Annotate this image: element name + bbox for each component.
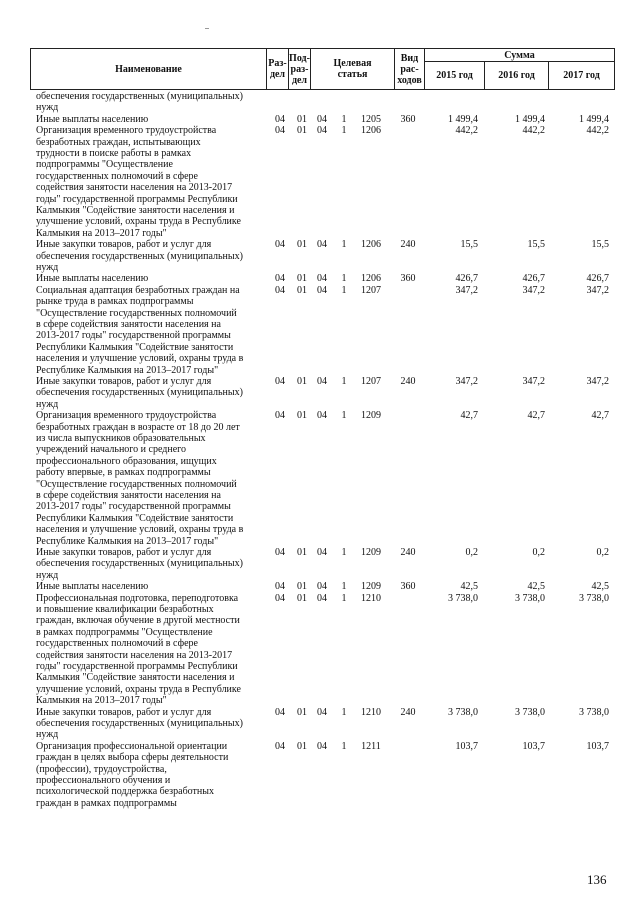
row-razdel: 04	[275, 273, 285, 285]
row-podrazdel: 01	[297, 113, 307, 125]
row-y2015: 1 499,4	[448, 113, 478, 125]
row-podrazdel: 01	[297, 581, 307, 593]
row-y2017: 3 738,0	[579, 592, 609, 604]
row-cs2: 1	[341, 113, 347, 125]
row-cs2: 1	[341, 706, 347, 718]
row-y2017: 347,2	[586, 284, 609, 296]
row-razdel: 04	[275, 284, 285, 296]
row-name: Иные закупки товаров, работ и услуг для обеспечения государственных (муниципальных) нужд	[36, 706, 243, 741]
row-y2015: 42,5	[460, 581, 478, 593]
row-name: Иные закупки товаров, работ и услуг для обеспечения государственных (муниципальных) нужд	[36, 376, 243, 410]
row-podrazdel: 01	[297, 706, 307, 718]
row-y2017: 0,2	[596, 547, 609, 558]
row-y2017: 442,2	[586, 125, 609, 137]
scan-speck	[205, 28, 209, 29]
row-cs3: 1206	[361, 125, 381, 137]
row-cs2: 1	[341, 581, 347, 593]
row-y2017: 3 738,0	[579, 706, 609, 718]
row-podrazdel: 01	[297, 376, 307, 387]
row-razdel: 04	[275, 740, 285, 752]
table-header	[30, 48, 615, 90]
row-y2017: 1 499,4	[579, 113, 609, 125]
row-y2015: 347,2	[455, 376, 478, 387]
row-vid: 240	[400, 547, 416, 558]
row-y2015: 442,2	[455, 125, 478, 137]
row-y2016: 426,7	[522, 273, 545, 285]
row-cs2: 1	[341, 740, 347, 752]
row-podrazdel: 01	[297, 410, 307, 422]
row-cs1: 04	[317, 125, 327, 137]
row-podrazdel: 01	[297, 740, 307, 752]
row-cs3: 1207	[361, 376, 381, 387]
row-vid: 240	[400, 376, 416, 387]
row-cs3: 1210	[361, 706, 381, 718]
row-cs3: 1209	[361, 581, 381, 593]
row-cs2: 1	[341, 592, 347, 604]
row-y2017: 347,2	[586, 376, 609, 387]
header-year-2017: 2017 год	[549, 62, 615, 90]
row-name: Иные выплаты населению	[36, 113, 149, 125]
row-name: Профессиональная подготовка, переподготовка и повышение квалификации безработных граждан, включая обучение в другой местности в рамках подпрограммы "Осуществление государственных полномочий в сфере содействия занятости населения на 2013-2017 годы" государственной программы Республики Калмыкия "Содействие занятости населения и улучшение условий, охраны труда в Республике Калмыкия на 2013–2017 годы"	[36, 592, 241, 707]
row-cs1: 04	[317, 410, 327, 422]
header-name: Наименование	[31, 49, 267, 90]
row-podrazdel: 01	[297, 125, 307, 137]
row-vid: 360	[400, 273, 416, 285]
page-number: 136	[587, 872, 607, 887]
row-razdel: 04	[275, 547, 285, 558]
row-razdel: 04	[275, 376, 285, 387]
row-y2016: 3 738,0	[515, 592, 545, 604]
row-cs2: 1	[341, 284, 347, 296]
row-razdel: 04	[275, 239, 285, 251]
row-razdel: 04	[275, 410, 285, 422]
row-name: Иные выплаты населению	[36, 273, 149, 285]
row-cs1: 04	[317, 592, 327, 604]
row-y2017: 15,5	[591, 239, 609, 251]
row-vid: 360	[400, 581, 416, 593]
row-y2016: 3 738,0	[515, 706, 545, 718]
header-podrazdel: Под- раз- дел	[289, 49, 311, 90]
row-cs3: 1206	[361, 239, 381, 251]
row-y2015: 3 738,0	[448, 706, 478, 718]
row-razdel: 04	[275, 581, 285, 593]
row-cs3: 1211	[361, 740, 381, 752]
row-cs2: 1	[341, 239, 347, 251]
row-cs2: 1	[341, 273, 347, 285]
row-cs1: 04	[317, 273, 327, 285]
row-name: обеспечения государственных (муниципальных) нужд	[36, 91, 243, 114]
row-podrazdel: 01	[297, 273, 307, 285]
row-vid: 360	[400, 113, 416, 125]
row-y2015: 42,7	[460, 410, 478, 422]
row-y2015: 103,7	[455, 740, 478, 752]
row-cs1: 04	[317, 740, 327, 752]
row-y2016: 42,5	[527, 581, 545, 593]
row-podrazdel: 01	[297, 547, 307, 558]
row-y2015: 426,7	[455, 273, 478, 285]
row-cs1: 04	[317, 284, 327, 296]
row-y2017: 42,5	[591, 581, 609, 593]
row-name: Организация временного трудоустройства безработных граждан, испытывающих трудности в поиске работы в рамках подпрограммы "Осуществление государственных полномочий в сфере содействия занятости населения на 2013-2017 годы" государственной программы Республики Калмыкия "Содействие занятости населения и улучшение условий, охраны труда в Республике Калмыкия на 2013–2017 годы"	[36, 125, 241, 239]
header-celevaya-statya: Целевая статья	[311, 49, 395, 90]
row-razdel: 04	[275, 592, 285, 604]
row-podrazdel: 01	[297, 239, 307, 251]
row-y2017: 42,7	[591, 410, 609, 422]
row-y2016: 103,7	[522, 740, 545, 752]
row-y2016: 1 499,4	[515, 113, 545, 125]
row-name: Социальная адаптация безработных граждан на рынке труда в рамках подпрограммы "Осуществление государственных полномочий в сфере содействия занятости населения на 2013-2017 годы" государственной программы Республики Калмыкия "Содействие занятости населения и улучшение условий, охраны труда в Республике Калмыкия на 2013–2017 годы"	[36, 284, 244, 376]
header-summa: Сумма	[425, 49, 615, 62]
row-y2016: 347,2	[522, 284, 545, 296]
row-razdel: 04	[275, 706, 285, 718]
row-cs2: 1	[341, 410, 347, 422]
row-cs2: 1	[341, 547, 347, 558]
row-cs1: 04	[317, 376, 327, 387]
row-y2015: 15,5	[460, 239, 478, 251]
header-vid-rashodov: Вид рас- ходов	[395, 49, 425, 90]
row-y2016: 15,5	[527, 239, 545, 251]
row-cs3: 1207	[361, 284, 381, 296]
row-cs1: 04	[317, 239, 327, 251]
row-podrazdel: 01	[297, 284, 307, 296]
row-y2016: 42,7	[527, 410, 545, 422]
row-cs3: 1209	[361, 410, 381, 422]
row-cs1: 04	[317, 581, 327, 593]
row-vid: 240	[400, 239, 416, 251]
row-cs2: 1	[341, 125, 347, 137]
row-y2015: 0,2	[465, 547, 478, 558]
row-y2016: 347,2	[522, 376, 545, 387]
header-year-2015: 2015 год	[425, 62, 485, 90]
row-y2017: 103,7	[586, 740, 609, 752]
header-year-2016: 2016 год	[485, 62, 549, 90]
row-podrazdel: 01	[297, 592, 307, 604]
row-razdel: 04	[275, 125, 285, 137]
header-razdel: Раз- дел	[267, 49, 289, 90]
row-vid: 240	[400, 706, 416, 718]
row-y2017: 426,7	[586, 273, 609, 285]
row-name: Иные выплаты населению	[36, 581, 149, 593]
row-y2016: 0,2	[532, 547, 545, 558]
row-y2015: 347,2	[455, 284, 478, 296]
row-cs1: 04	[317, 706, 327, 718]
row-name: Организация профессиональной ориентации граждан в целях выбора сферы деятельности (профессии), трудоустройства, профессионального обучения и психологической поддержка безработных граждан в рамках подпрограммы	[36, 740, 229, 809]
row-cs1: 04	[317, 113, 327, 125]
row-name: Организация временного трудоустройства безработных граждан в возрасте от 18 до 20 лет из числа выпускников образовательных учреждений начального и среднего профессионального образования, ищущих работу впервые, в рамках подпрограммы "Осуществление государственных полномочий в сфере содействия занятости населения на 2013-2017 годы" государственной программы Республики Калмыкия "Содействие занятости населения и улучшение условий, охраны труда в Республике Калмыкия на 2013–2017 годы"	[36, 410, 244, 547]
row-cs1: 04	[317, 547, 327, 558]
row-cs3: 1205	[361, 113, 381, 125]
row-cs3: 1209	[361, 547, 381, 558]
row-y2016: 442,2	[522, 125, 545, 137]
row-name: Иные закупки товаров, работ и услуг для обеспечения государственных (муниципальных) нужд	[36, 239, 243, 273]
row-y2015: 3 738,0	[448, 592, 478, 604]
row-cs2: 1	[341, 376, 347, 387]
row-name: Иные закупки товаров, работ и услуг для обеспечения государственных (муниципальных) нужд	[36, 547, 243, 581]
row-razdel: 04	[275, 113, 285, 125]
row-cs3: 1206	[361, 273, 381, 285]
row-cs3: 1210	[361, 592, 381, 604]
